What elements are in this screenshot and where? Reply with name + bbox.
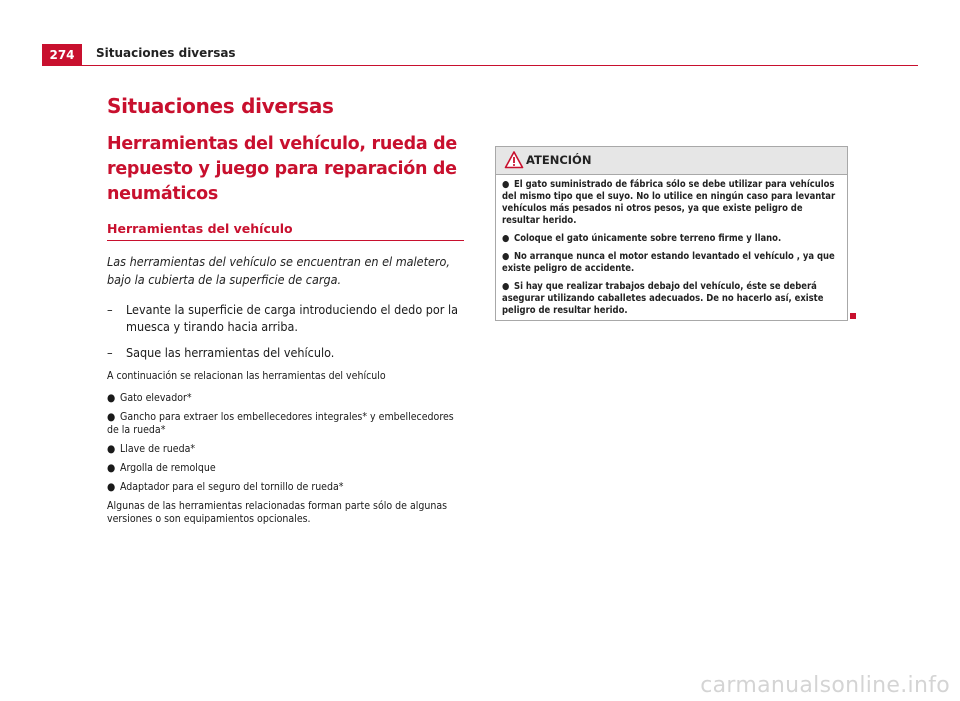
end-square-icon <box>850 313 856 319</box>
bullet-marker: ● <box>107 462 116 474</box>
tool-item <box>107 462 464 475</box>
bullet-marker: ● <box>502 233 510 244</box>
dash-marker: – <box>107 302 113 317</box>
tool-item <box>107 443 464 456</box>
tool-text: Argolla de remolque <box>120 462 216 474</box>
step-list <box>107 301 464 361</box>
tool-text: Adaptador para el seguro del tornillo de rueda* <box>120 481 344 493</box>
tool-text: Gato elevador* <box>120 392 192 404</box>
warning-text: El gato suministrado de fábrica sólo se debe utilizar para vehículos del mismo tipo que el suyo. No lo utilice en ningún caso para levantar vehículos más pesados ni otros pesos, ya que existe peligro de resultar herido. <box>502 179 836 226</box>
tool-item <box>107 481 464 494</box>
bullet-marker: ● <box>107 392 116 404</box>
bullet-marker: ● <box>502 251 510 262</box>
tool-item <box>107 411 464 437</box>
chapter-title: Situaciones diversas <box>107 94 334 118</box>
warning-item <box>502 281 841 317</box>
bullet-marker: ● <box>107 481 116 493</box>
running-title: Situaciones diversas <box>96 46 236 60</box>
tool-text: Gancho para extraer los embellecedores integrales* y embellecedores de la rueda* <box>107 411 454 436</box>
warning-text: Coloque el gato únicamente sobre terreno firme y llano. <box>514 233 782 244</box>
warning-title: ATENCIÓN <box>526 153 592 167</box>
left-column <box>107 94 464 535</box>
warning-header <box>496 147 847 175</box>
warning-triangle-icon <box>504 150 524 170</box>
step-item <box>107 301 464 335</box>
warning-text: Si hay que realizar trabajos debajo del vehículo, éste se deberá asegurar utilizando caballetes adecuados. De no hacerlo así, existe peligro de resultar herido. <box>502 281 824 316</box>
tool-text: Llave de rueda* <box>120 443 196 455</box>
watermark: carmanualsonline.info <box>700 673 950 698</box>
step-text: Saque las herramientas del vehículo. <box>126 345 335 360</box>
intro-paragraph: Las herramientas del vehículo se encuentran en el maletero, bajo la cubierta de la superficie de carga. <box>107 254 451 287</box>
bullet-marker: ● <box>502 281 510 292</box>
tool-list <box>107 392 464 494</box>
bullet-marker: ● <box>107 443 116 455</box>
warning-box <box>495 146 848 321</box>
warning-item <box>502 233 841 245</box>
page-number: 274 <box>42 44 82 66</box>
step-text: Levante la superficie de carga introduciendo el dedo por la muesca y tirando hacia arriba. <box>126 302 458 334</box>
section-title: Herramientas del vehículo, rueda de repuesto y juego para reparación de neumáticos <box>107 134 457 204</box>
warning-item <box>502 251 841 275</box>
dash-marker: – <box>107 345 113 360</box>
step-item <box>107 344 464 361</box>
warning-text: No arranque nunca el motor estando levantado el vehículo , ya que existe peligro de accidente. <box>502 251 835 274</box>
list-intro: A continuación se relacionan las herramientas del vehículo <box>107 370 386 382</box>
warning-list <box>496 175 847 317</box>
subsection-title: Herramientas del vehículo <box>107 221 464 241</box>
warning-item <box>502 179 841 227</box>
header-rule <box>82 65 918 66</box>
bullet-marker: ● <box>107 411 116 423</box>
tool-item <box>107 392 464 405</box>
closing-note: Algunas de las herramientas relacionadas forman parte sólo de algunas versiones o son equipamientos opcionales. <box>107 500 448 525</box>
bullet-marker: ● <box>502 179 510 190</box>
